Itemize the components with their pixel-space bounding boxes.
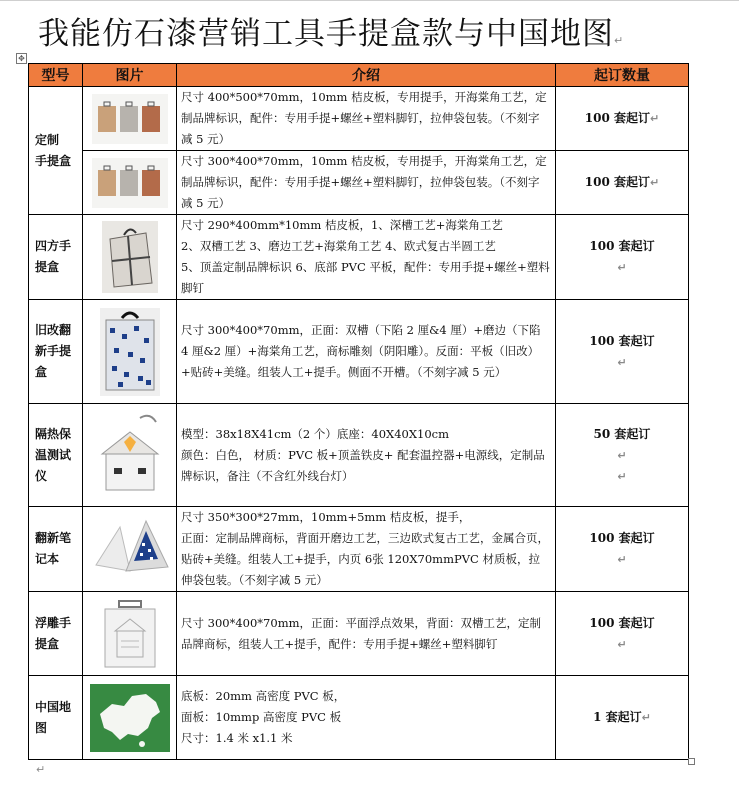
qty-cell: 50 套起订 ↵ ↵ [556,404,689,507]
product-table [28,63,689,760]
square-box-photo-icon [102,221,158,293]
table-resize-handle[interactable] [688,758,695,765]
header-type: 型号 [29,64,83,87]
qty-cell: 100 套起订 ↵ [556,300,689,404]
table-move-handle-icon[interactable]: ✥ [16,53,27,64]
image-cell [83,507,177,592]
image-cell [83,87,177,151]
intro-cell: 模型：38x18X41cm（2 个）底座：40X40X10cm 颜色：白色， 材质：PVC 板+顶盖铁皮+ 配套温控器+电源线，定制品牌标识，备注（不含红外线台灯） [177,404,556,507]
image-cell [83,404,177,507]
image-cell [83,592,177,676]
table-row [29,151,689,215]
relief-box-photo-icon [99,597,161,671]
tote-boxes-photo-icon [92,158,168,208]
document-title: 我能仿石漆营销工具手提盒款与中国地图↵ [38,16,625,52]
table-row [29,215,689,300]
table-row [29,300,689,404]
qty-cell: 100 套起订 ↵ [556,592,689,676]
table-row [29,676,689,760]
table-row [29,592,689,676]
type-cell: 四方手 提盒 [29,215,83,300]
intro-cell: 尺寸 400*500*70mm，10mm 桔皮板，专用提手，开海棠角工艺，定制品牌标识，配件：专用手提+螺丝+塑料脚钉，拉伸袋包装。（不刻字减 5 元） [177,87,556,151]
qty-cell: 100 套起订 ↵ [556,215,689,300]
header-image: 图片 [83,64,177,87]
china-map-photo-icon [90,684,170,752]
image-cell [83,300,177,404]
qty-cell: 100 套起订↵ [556,87,689,151]
house-model-photo-icon [90,410,170,500]
qty-cell: 1 套起订↵ [556,676,689,760]
type-cell: 浮雕手 提盒 [29,592,83,676]
table-row [29,87,689,151]
tote-boxes-photo-icon [92,94,168,144]
image-cell [83,215,177,300]
intro-cell: 尺寸 300*400*70mm，正面：平面浮点效果，背面：双槽工艺，定制品牌商标，组装人工+提手，配件：专用手提+螺丝+塑料脚钉 [177,592,556,676]
header-intro: 介绍 [177,64,556,87]
image-cell [83,676,177,760]
intro-cell: 尺寸 290*400mm*10mm 桔皮板，1、深槽工艺+海棠角工艺 2、双槽工艺 3、磨边工艺+海棠角工艺 4、欧式复古半圆工艺 5、顶盖定制品牌标识 6、底部 PVC 平板，配件：专用手提+螺丝+塑料脚钉 [177,215,556,300]
intro-cell: 尺寸 300*400*70mm，正面：双槽（下陷 2 厘&4 厘）+磨边（下陷 4 厘&2 厘）+海棠角工艺，商标雕刻（阴阳雕）。反面：平板（旧改）+贴砖+美缝。组装人工+提手。侧面不开槽。（不刻字减 5 元） [177,300,556,404]
page-top-border [0,0,739,3]
end-paragraph-mark: ↵ [36,763,46,776]
qty-cell: 100 套起订 ↵ [556,507,689,592]
type-cell: 翻新笔 记本 [29,507,83,592]
image-cell [83,151,177,215]
intro-cell: 尺寸 300*400*70mm，10mm 桔皮板，专用提手，开海棠角工艺，定制品牌标识，配件：专用手提+螺丝+塑料脚钉，拉伸袋包装。（不刻字减 5 元） [177,151,556,215]
type-cell: 定制 手提盒 [29,87,83,215]
type-cell: 隔热保 温测试 仪 [29,404,83,507]
intro-cell: 底板：20mm 高密度 PVC 板， 面板：10mmp 高密度 PVC 板 尺寸：1.4 米 x1.1 米 [177,676,556,760]
table-row [29,507,689,592]
tile-box-photo-icon [100,308,160,396]
notebook-photo-icon [90,517,170,581]
type-cell: 中国地 图 [29,676,83,760]
header-qty: 起订数量 [556,64,689,87]
type-cell: 旧改翻 新手提 盒 [29,300,83,404]
table-header-row [29,64,689,87]
qty-cell: 100 套起订↵ [556,151,689,215]
intro-cell: 尺寸 350*300*27mm，10mm+5mm 桔皮板，提手， 正面：定制品牌商标，背面开磨边工艺，三边欧式复古工艺，金属合页，贴砖+美缝。组装人工+提手，内页 6张 120X70mmPVC 材质板，拉伸袋包装。（不刻字减 5 元） [177,507,556,592]
table-row [29,404,689,507]
